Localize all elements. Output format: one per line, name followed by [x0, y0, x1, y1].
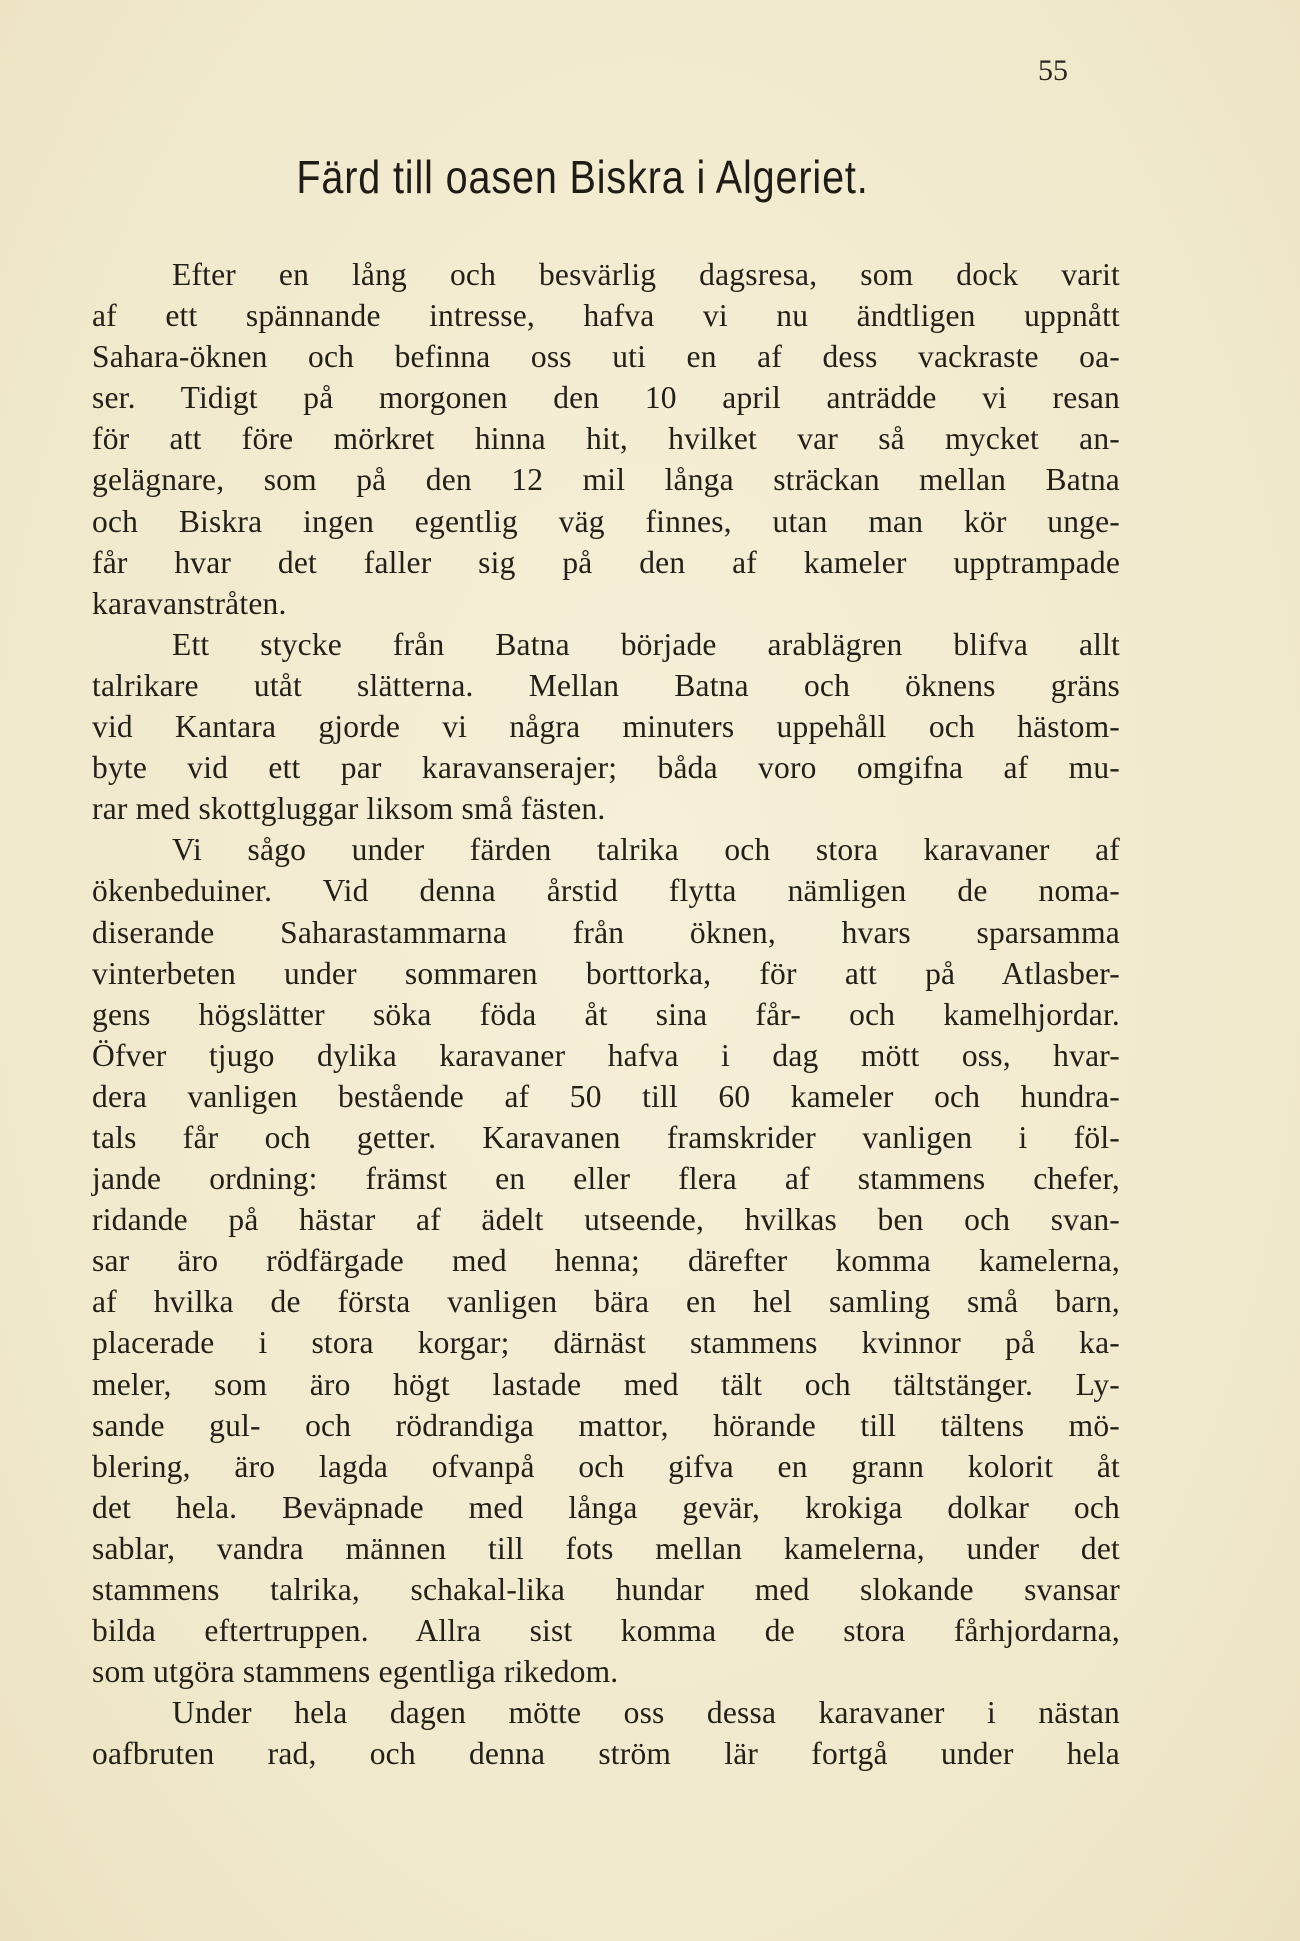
- text-line: stammens talrika, schakal-lika hundar med slokande svansar: [92, 1572, 1120, 1607]
- text-line: sande gul- och rödrandiga mattor, hörande till tältens mö-: [92, 1407, 1120, 1443]
- text-line: sar äro rödfärgade med henna; därefter komma kamelerna,: [92, 1243, 1120, 1279]
- text-line: karavanstråten.: [92, 585, 287, 621]
- text-line: rar med skottgluggar liksom små fästen.: [92, 791, 606, 827]
- text-line: ökenbeduiner. Vid denna årstid flytta nämligen de noma-: [92, 873, 1120, 909]
- text-line: bilda eftertruppen. Allra sist komma de stora fårhjordarna,: [92, 1613, 1120, 1649]
- text-line: ridande på hästar af ädelt utseende, hvilkas ben och svan-: [92, 1202, 1120, 1238]
- text-line: det hela. Beväpnade med långa gevär, krokiga dolkar och: [92, 1489, 1120, 1525]
- text-line: jande ordning: främst en eller flera af stammens chefer,: [92, 1161, 1120, 1197]
- text-line: af hvilka de första vanligen bära en hel samling små barn,: [92, 1284, 1120, 1320]
- text-line: Sahara-öknen och befinna oss uti en af dess vackraste oa-: [92, 339, 1120, 375]
- chapter-title: Färd till oasen Biskra i Algeriet.: [296, 151, 869, 203]
- text-line: gens högslätter söka föda åt sina får- och kamelhjordar.: [92, 996, 1120, 1032]
- text-line: Vi sågo under färden talrika och stora karavaner af: [172, 832, 1120, 868]
- text-line: oafbruten rad, och denna ström lär fortgå under hela: [92, 1736, 1120, 1772]
- text-line: ser. Tidigt på morgonen den 10 april anträdde vi resan: [92, 380, 1120, 416]
- text-line: sablar, vandra männen till fots mellan kamelerna, under det: [92, 1530, 1120, 1566]
- text-line: Öfver tjugo dylika karavaner hafva i dag mött oss, hvar-: [92, 1037, 1120, 1073]
- text-line: Under hela dagen mötte oss dessa karavaner i nästan: [172, 1695, 1120, 1731]
- text-line: får hvar det faller sig på den af kameler upptrampade: [92, 544, 1120, 580]
- text-line: för att före mörkret hinna hit, hvilket var så mycket an-: [92, 421, 1120, 457]
- page-number: 55: [1038, 54, 1068, 87]
- text-line: Ett stycke från Batna började arablägren blifva allt: [172, 626, 1120, 662]
- text-line: vinterbeten under sommaren borttorka, för att på Atlasber-: [92, 955, 1120, 991]
- text-line: som utgöra stammens egentliga rikedom.: [92, 1654, 619, 1690]
- text-line: placerade i stora korgar; därnäst stammens kvinnor på ka-: [92, 1325, 1120, 1361]
- text-line: blering, äro lagda ofvanpå och gifva en grann kolorit åt: [92, 1448, 1120, 1484]
- text-line: af ett spännande intresse, hafva vi nu ändtligen uppnått: [92, 298, 1120, 334]
- body-text: [92, 254, 1120, 1774]
- text-line: vid Kantara gjorde vi några minuters uppehåll och hästom-: [92, 709, 1120, 745]
- text-line: byte vid ett par karavanserajer; båda voro omgifna af mu-: [92, 750, 1120, 786]
- text-line: diserande Saharastammarna från öknen, hvars sparsamma: [92, 914, 1120, 950]
- text-line: och Biskra ingen egentlig väg finnes, utan man kör unge-: [92, 503, 1120, 539]
- text-line: meler, som äro högt lastade med tält och tältstänger. Ly-: [92, 1366, 1120, 1402]
- text-line: talrikare utåt slätterna. Mellan Batna och öknens gräns: [92, 667, 1120, 703]
- text-line: gelägnare, som på den 12 mil långa sträckan mellan Batna: [92, 462, 1120, 498]
- text-line: Efter en lång och besvärlig dagsresa, som dock varit: [172, 257, 1120, 292]
- text-line: tals får och getter. Karavanen framskrider vanligen i föl-: [92, 1119, 1120, 1155]
- text-line: dera vanligen bestående af 50 till 60 kameler och hundra-: [92, 1078, 1120, 1114]
